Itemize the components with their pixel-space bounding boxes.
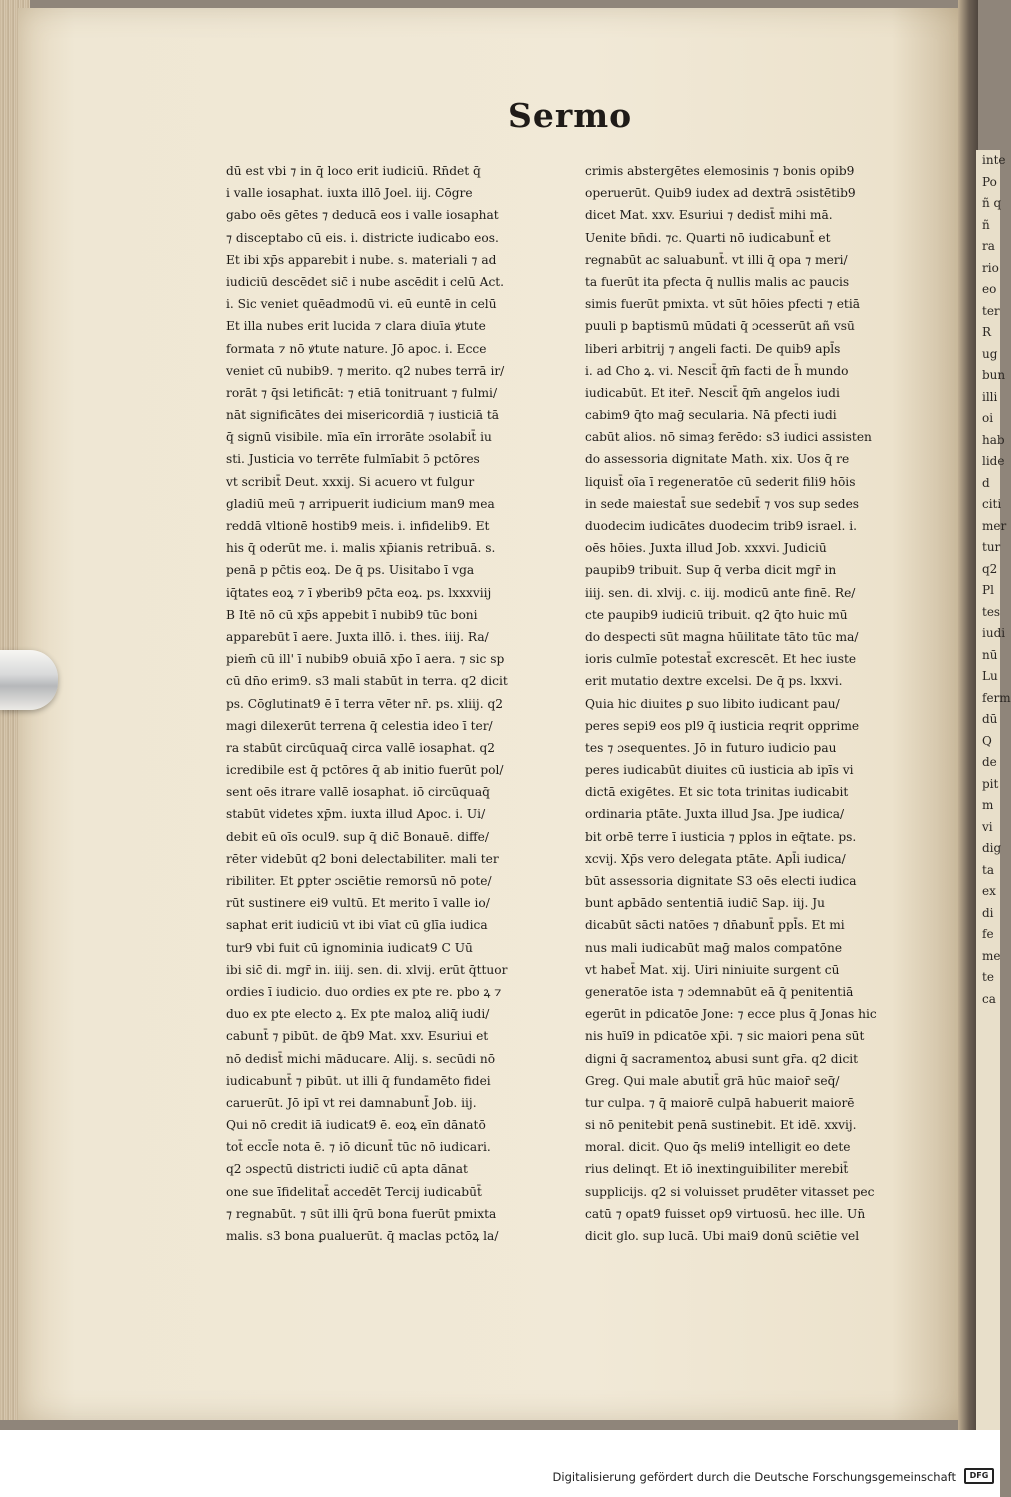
text-line: iq̄tates eoꝝ ⁊ ī ꝟberib9 pc̄ta eoꝝ. ps. lxxxviij — [226, 585, 492, 600]
facing-page-fragment: tes — [982, 604, 1001, 619]
facing-page-fragment: Lu — [982, 669, 998, 683]
text-line: liberi arbitrij ⁊ angeli facti. De quib9 apl̄s — [585, 341, 841, 356]
facing-page-fragment: citi — [982, 497, 1002, 511]
text-line: liquist̄ oīa ī regeneratōe cū sederit fili9 hōis — [585, 474, 856, 489]
text-line: do despecti sūt magna hūilitate tāto tūc ma/ — [585, 629, 859, 644]
facing-page-fragment: oi — [982, 411, 994, 425]
text-line: regnabūt ac saluabunt̄. vt illi q̄ opa ⁊ meri/ — [585, 252, 848, 267]
text-line: apparebūt ī aere. Juxta illō. i. thes. iiij. Ra/ — [226, 629, 489, 644]
text-line: cabim9 q̄to maḡ secularia. Nā pfecti iudi — [585, 408, 837, 423]
text-line: iudicabunt̄ ⁊ pibūt. ut illi q̄ fundamēto fidei — [226, 1073, 491, 1088]
text-line: tur culpa. ⁊ q̄ maiorē culpā habuerit maiorē — [585, 1095, 855, 1110]
text-line: egerūt in pdicatōe Jone: ⁊ ecce plus q̄ Jonas hic — [585, 1007, 877, 1022]
footer-bar — [0, 1430, 1000, 1497]
facing-page-fragment: ug — [982, 346, 998, 361]
facing-page-fragment: me — [982, 948, 1001, 963]
text-line: rūt sustinere ei9 vultū. Et merito ī valle io/ — [226, 896, 490, 911]
text-line: saphat erit iudiciū vt ibi vīat cū glīa iudica — [226, 918, 488, 933]
text-line: cū dn̄o erim9. s3 mali stabūt in terra. q2 dicit — [226, 674, 508, 689]
text-line: moral. dicit. Quo q̄s meli9 intelligit eo dete — [585, 1140, 851, 1155]
text-line: in sede maiestat̄ sue sedebit̄ ⁊ vos sup sedes — [585, 496, 860, 511]
text-line: ordinaria ptāte. Juxta illud Jsa. Jpe iudica/ — [585, 807, 845, 822]
text-line: generatōe ista ⁊ ɔdemnabūt eā q̄ penitentiā — [585, 984, 854, 999]
text-line: gladiū meū ⁊ arripuerit iudicium man9 mea — [226, 496, 495, 511]
facing-page-fragment: m — [982, 798, 994, 812]
text-line: nō dedist̄ michi māducare. Alij. s. secūdi nō — [226, 1051, 496, 1066]
text-line: bit orbē terre ī iusticia ⁊ pplos in eq̄tate. ps. — [585, 829, 857, 844]
text-line: ioris culmīe potestat̄ excrescēt. Et hec iuste — [585, 652, 857, 667]
text-line: ⁊ regnabūt. ⁊ sūt illi q̄rū bona fuerūt pmixta — [226, 1206, 497, 1221]
text-line: dictā exigētes. Et sic tota trinitas iudicabit — [585, 785, 849, 800]
text-line: one sue īfidelitat̄ accedēt Tercij iudicabūt̄ — [226, 1184, 482, 1199]
text-line: peres sepi9 eos pl9 q̄ iusticia reqrit opprime — [585, 718, 860, 733]
facing-page-fragment: hab — [982, 432, 1005, 447]
text-line: iudiciū descēdet sic̄ i nube ascēdit i celū Act. — [226, 274, 505, 289]
facing-page-fragment: q2 — [982, 561, 998, 576]
text-line: ps. Cōglutinat9 ē ī terra vēter nr̄. ps. xliij. q2 — [226, 696, 503, 711]
text-column-left — [226, 160, 576, 1247]
facing-page-fragment: te — [982, 970, 994, 984]
text-line: reddā vltionē hostib9 meis. i. infidelib9. Et — [226, 519, 490, 533]
text-line: operuerūt. Quib9 iudex ad dextrā ɔsistētib9 — [585, 186, 856, 201]
text-line: tur9 vbi fuit cū ignominia iudicat9 C Uū — [226, 940, 473, 955]
text-line: i. Sic veniet quēadmodū vi. eū euntē in celū — [226, 297, 497, 312]
text-line: q̄ signū visibile. mīa eīn irrorāte ɔsolabit̄ iu — [226, 430, 492, 445]
text-line: his q̄ oderūt me. i. malis xp̄ianis retribuā. s. — [226, 541, 496, 556]
text-line: tes ⁊ ɔsequentes. Jō in futuro iudicio pau — [585, 740, 837, 755]
facing-page-fragment: inte — [982, 153, 1006, 167]
text-line: cabūt alios. nō simaȝ ferēdo: s3 iudici assisten — [585, 430, 872, 445]
facing-page-fragment: tur — [982, 540, 1001, 554]
text-line: sti. Justicia vo terrēte fulmīabit ɔ̄ pctōres — [226, 452, 480, 467]
facing-page-fragment: ferm — [982, 690, 1011, 705]
text-line: nāt significātes dei misericordiā ⁊ iusticiā tā — [226, 408, 500, 423]
facing-page-fragment: mer — [982, 518, 1007, 533]
text-line: iudicabūt. Et iter̄. Nescit̄ q̄m̄ angelos iudi — [585, 385, 840, 400]
facing-page-fragment: ter — [982, 303, 1000, 318]
facing-page-fragment: iudi — [982, 626, 1006, 640]
facing-page-fragment: pit — [982, 776, 999, 791]
text-line: veniet cū nubib9. ⁊ merito. q2 nubes terrā ir/ — [226, 363, 505, 378]
text-line: digni q̄ sacramentoꝝ abusi sunt gr̄a. q2 dicit — [585, 1051, 859, 1066]
text-line: stabūt videtes xp̄m. iuxta illud Apoc. i. Ui/ — [226, 807, 486, 822]
facing-page-fragment: illi — [982, 389, 998, 404]
text-line: oēs hōies. Juxta illud Job. xxxvi. Judiciū — [585, 541, 827, 556]
facing-page-fragment: lide — [982, 454, 1005, 468]
text-line: puuli p baptismū mūdati q̄ ɔcesserūt añ vsū — [585, 319, 855, 334]
text-line: formata ⁊ nō ꝟtute nature. Jō apoc. i. Ecce — [226, 341, 487, 356]
text-line: ra stabūt circūquaq̄ circa vallē iosaphat. q2 — [226, 740, 496, 755]
facing-page-fragment: bun — [982, 368, 1006, 382]
text-line: sent oēs itrare vallē iosaphat. iō circūquaq̄ — [226, 785, 490, 800]
text-line: caruerūt. Jō ipī vt rei damnabunt̄ Job. iij. — [226, 1095, 477, 1110]
text-line: si nō penitebit penā sustinebit. Et idē. xxvij. — [585, 1118, 857, 1133]
running-head: Sermo — [508, 96, 633, 135]
facing-page-fragment: ñ q — [982, 196, 1002, 210]
text-line: ordies ī iudicio. duo ordies ex pte re. pbo ꝝ ⁊ — [226, 984, 502, 999]
page-clip — [0, 650, 58, 710]
facing-page-fragment: ra — [982, 239, 995, 253]
text-line: iiij. sen. di. xlvij. c. iij. modicū ante finē. Re/ — [585, 585, 856, 600]
text-line: dicet Mat. xxv. Esuriui ⁊ dedist̄ mihi mā. — [585, 208, 833, 223]
text-line: simis fuerūt pmixta. vt sūt hōies pfecti ⁊ etiā — [585, 297, 860, 312]
dfg-logo: DFG — [964, 1468, 994, 1484]
text-line: magi dilexerūt terrena q̄ celestia ideo ī ter/ — [226, 718, 493, 733]
text-line: Uenite bn̄di. ⁊c. Quarti nō iudicabunt̄ et — [585, 230, 831, 245]
text-line: tot̄ eccl̄e nota ē. ⁊ iō dicunt̄ tūc nō iudicari. — [226, 1140, 491, 1155]
facing-page-fragment: ex — [982, 884, 996, 898]
facing-page-fragment: dū — [982, 712, 998, 726]
text-line: peres iudicabūt diuites cū iusticia ab ipīs vi — [585, 763, 854, 778]
facing-page-fragment: fe — [982, 927, 994, 941]
text-line: paupib9 tribuit. Sup q̄ verba dicit mgr̄ in — [585, 563, 837, 578]
facing-page-fragment: Q — [982, 733, 992, 748]
book-gutter — [958, 0, 978, 1430]
text-line: icredibile est q̄ pctōres q̄ ab initio fuerūt pol/ — [226, 763, 504, 778]
text-line: Quia hic diuites ꝑ suo libito iudicant pau/ — [585, 696, 840, 711]
text-line: duodecim iudicātes duodecim trib9 israel. i. — [585, 519, 858, 533]
facing-page-fragment: dig — [982, 841, 1002, 855]
text-line: Et illa nubes erit lucida ⁊ clara diuīa ꝟtute — [226, 319, 486, 334]
facing-page-fragment: nū — [982, 647, 998, 662]
text-line: ⁊ disceptabo cū eis. i. districte iudicabo eos. — [226, 230, 499, 245]
text-line: duo ex pte electo ꝝ. Ex pte maloꝝ aliq̄ iudi/ — [226, 1007, 490, 1022]
facing-page-fragment: rio — [982, 260, 999, 275]
facing-page-fragment: vi — [982, 819, 993, 834]
text-line: bunt aꝑbādo sententiā iudic̄ Sap. iij. Ju — [585, 896, 825, 911]
text-line: Qui nō credit iā iudicat9 ē. eoꝝ eīn dānatō — [226, 1118, 486, 1133]
text-line: ribiliter. Et ꝑpter ɔsciētie remorsū nō pote/ — [226, 874, 492, 888]
facing-page-fragment: Po — [982, 174, 997, 189]
text-line: malis. s3 bona ꝑualuerūt. q̄ maclas pctōꝝ la/ — [226, 1229, 499, 1243]
text-line: piem̄ cū ill' ī nubib9 obuiā xp̄o ī aera. ⁊ sic sp — [226, 652, 505, 667]
text-line: dicabūt sācti natōes ⁊ dn̄abunt̄ ppl̄s. Et mi — [585, 918, 845, 933]
text-line: cabunt̄ ⁊ pibūt. de q̄b9 Mat. xxv. Esuriui et — [226, 1029, 489, 1044]
text-line: ta fuerūt ita pfecta q̄ nullis malis ac paucis — [585, 274, 850, 289]
funding-credit: Digitalisierung gefördert durch die Deutsche Forschungsgemeinschaft — [552, 1470, 956, 1484]
facing-page-fragment: R — [982, 325, 992, 339]
text-line: erit mutatio dextre excelsi. De q̄ ps. lxxvi. — [585, 674, 843, 689]
text-line: crimis abstergētes elemosinis ⁊ bonis opib9 — [585, 164, 855, 178]
text-line: i. ad Cho ꝝ. vi. Nescit̄ q̄m̄ facti de h̄ mundo — [585, 363, 849, 378]
facing-page-edge — [976, 150, 1011, 1430]
facing-page-fragment: ca — [982, 991, 996, 1006]
text-line: cte paupib9 iudiciū tribuit. q2 q̄to huic mū — [585, 607, 848, 622]
facing-page-fragment: eo — [982, 282, 997, 296]
text-line: dū est vbi ⁊ in q̄ loco erit iudiciū. Rn̄det q̄ — [226, 164, 481, 178]
text-line: nus mali iudicabūt maḡ malos compatōne — [585, 940, 843, 955]
facing-page-fragment: ñ — [982, 217, 990, 232]
text-column-right — [585, 160, 935, 1247]
text-line: nis huī9 in pdicatōe xp̄i. ⁊ sic maiori pena sūt — [585, 1029, 865, 1044]
text-line: dicit glo. sup lucā. Ubi mai9 donū sciētie vel — [585, 1229, 860, 1243]
text-line: vt scribit̄ Deut. xxxij. Si acuero vt fulgur — [226, 474, 475, 489]
text-line: catū ⁊ opat9 fuisset op9 virtuosū. hec ille. Un̄ — [585, 1206, 866, 1221]
text-line: do assessoria dignitate Math. xix. Uos q̄ re — [585, 452, 850, 467]
facing-page-fragment: de — [982, 755, 997, 769]
text-line: Et ibi xp̄s apparebit i nube. s. materiali ⁊ ad — [226, 252, 497, 267]
text-line: rorāt ⁊ q̄si letificāt: ⁊ etiā tonitruant ⁊ fulmi/ — [226, 385, 498, 400]
text-line: rēter videbūt q2 boni delectabiliter. mali ter — [226, 851, 499, 866]
text-line: penā p pc̄tis eoꝝ. De q̄ ps. Uisitabo ī vga — [226, 563, 475, 578]
text-line: gabo oēs gētes ⁊ deducā eos i valle iosaphat — [226, 208, 499, 223]
text-line: būt assessoria dignitate S3 oēs electi iudica — [585, 874, 857, 888]
facing-page-fragment: d — [982, 475, 990, 490]
text-line: q2 ɔsꝑectū districti iudic̄ cū apta dānat — [226, 1162, 468, 1177]
text-line: ibi sic̄ di. mgr̄ in. iiij. sen. di. xlvij. erūt q̄ttuor — [226, 962, 508, 977]
facing-page-fragment: di — [982, 905, 994, 920]
text-line: i valle iosaphat. iuxta illō Joel. iij. Cōgre — [226, 186, 473, 201]
text-line: vt habet̄ Mat. xij. Uiri niniuite surgent cū — [585, 962, 840, 977]
facing-page-fragment: Pl — [982, 583, 994, 597]
text-line: debit eū oīs ocul9. sup q̄ dic̄ Bonauē. diffe/ — [226, 829, 489, 844]
text-line: rius delinqt. Et iō inextinguibiliter merebit̄ — [585, 1162, 849, 1177]
text-line: supplicijs. q2 si voluisset prudēter vitasset pec — [585, 1184, 875, 1199]
text-line: B Itē nō cū xp̄s appebit ī nubib9 tūc boni — [226, 607, 478, 622]
text-line: Greg. Qui male abutit̄ grā hūc maior̄ seq̄/ — [585, 1073, 840, 1088]
text-line: xcvij. Xp̄s vero delegata ptāte. Apl̄i iudica/ — [585, 851, 846, 866]
facing-page-fragment: ta — [982, 862, 994, 877]
